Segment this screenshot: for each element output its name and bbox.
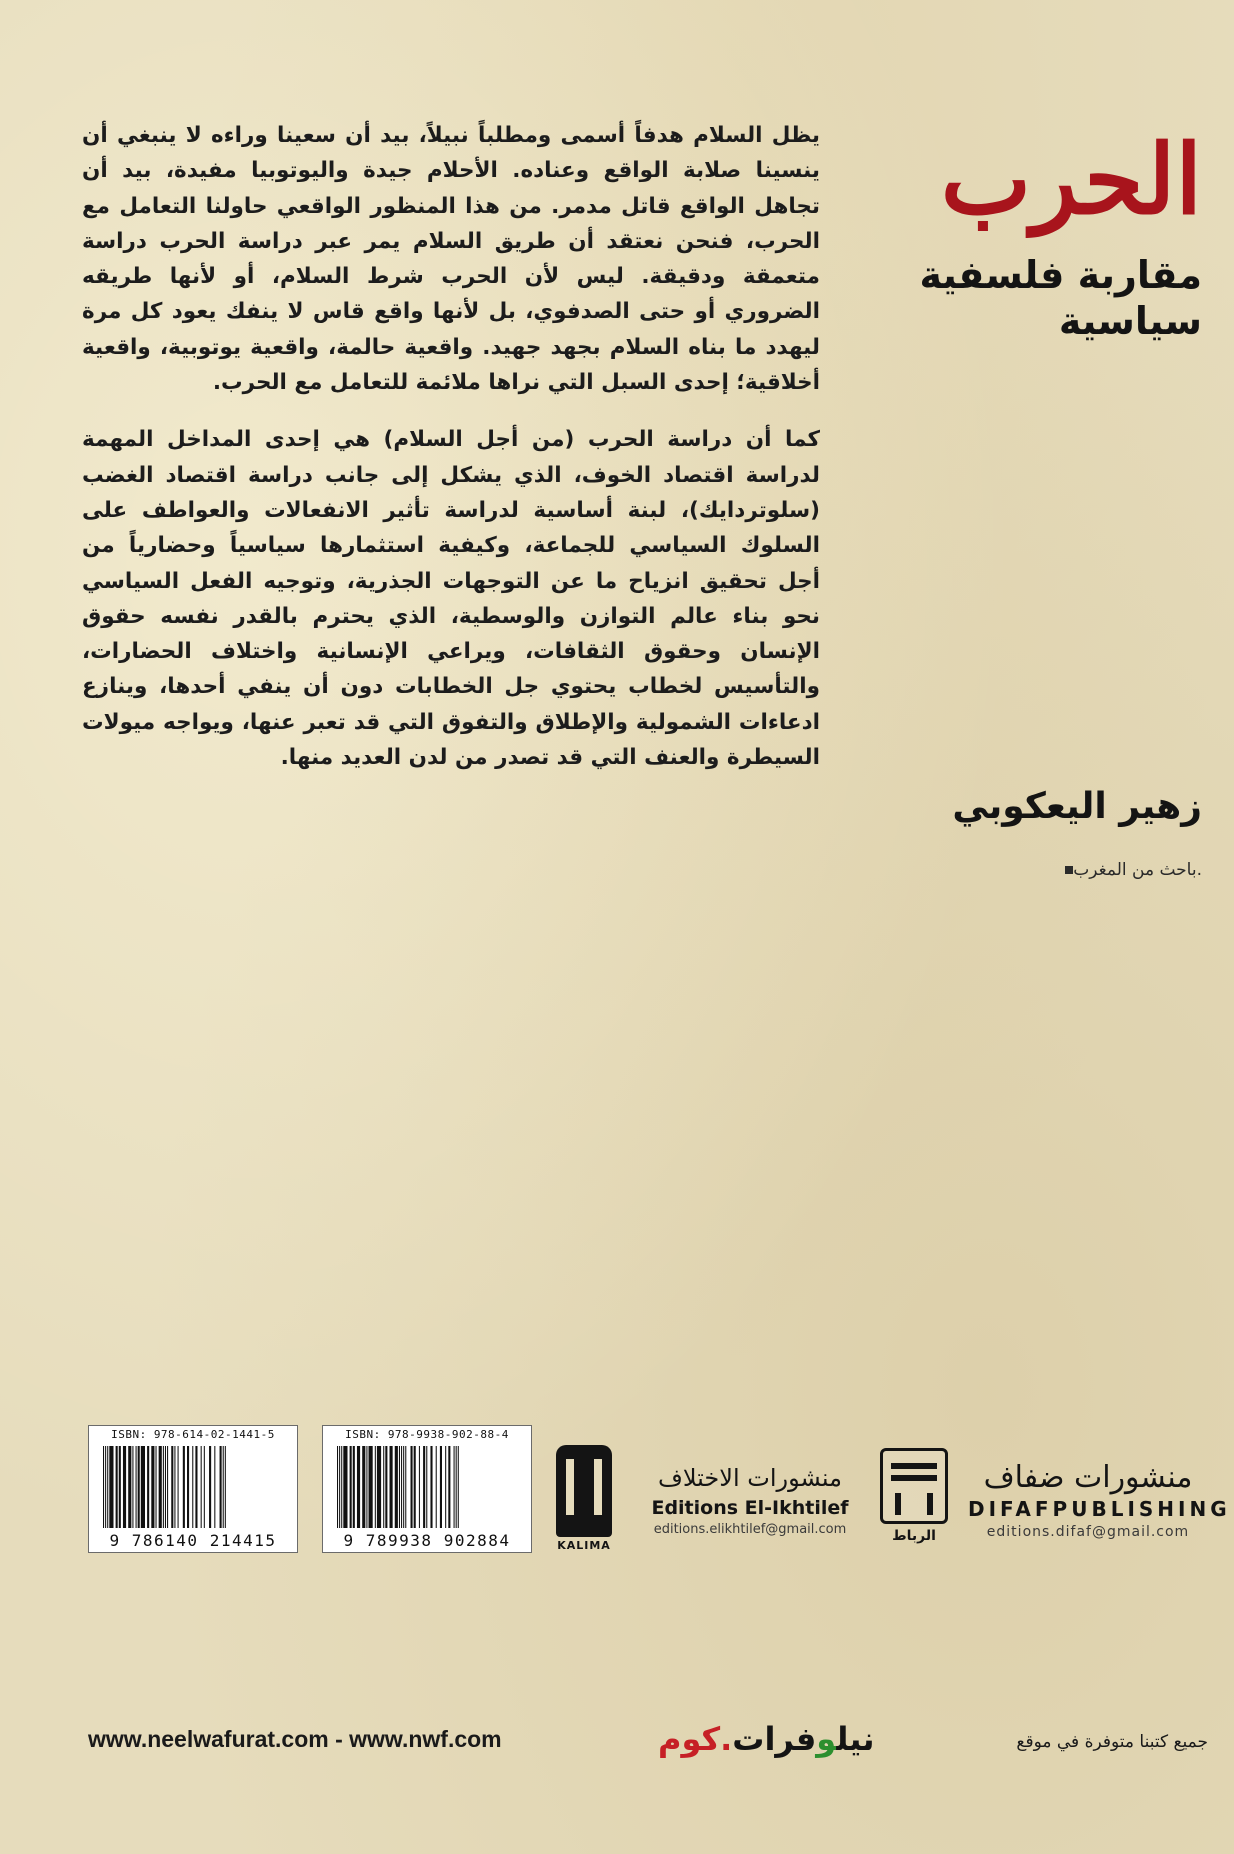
barcode-bar — [377, 1446, 381, 1528]
barcode-bar — [223, 1446, 224, 1528]
barcode-bar — [366, 1446, 367, 1528]
isbn-label: ISBN: 978-9938-902-88-4 — [345, 1428, 509, 1441]
barcode-bar — [201, 1446, 202, 1528]
ikhtilef-latin-name: Editions El-Ikhtilef — [651, 1497, 849, 1519]
barcode-bar — [445, 1446, 446, 1528]
kalima-logo — [548, 1445, 620, 1553]
barcode-bar — [419, 1446, 420, 1528]
barcode-bar — [116, 1446, 118, 1528]
logo-part-wa: و — [816, 1720, 837, 1758]
barcode-bar — [105, 1446, 106, 1528]
isbn-barcode — [322, 1425, 532, 1553]
barcode-bar — [375, 1446, 376, 1528]
kalima-latin: KALIMA — [557, 1539, 611, 1552]
neelwafurat-logo[interactable] — [658, 1720, 874, 1758]
barcode-bar — [448, 1446, 450, 1528]
dar-aman-mark-icon — [880, 1448, 948, 1524]
barcode-bar — [440, 1446, 442, 1528]
isbn-barcode — [88, 1425, 298, 1553]
logo-part-furat: فرات — [732, 1720, 817, 1758]
barcode-bar — [430, 1446, 432, 1528]
ikhtilef-email: editions.elikhtilef@gmail.com — [653, 1522, 847, 1537]
availability-note: جميع كتبنا متوفرة في موقع — [1016, 1732, 1208, 1752]
barcode-bar — [343, 1446, 347, 1528]
barcode-bar — [109, 1446, 113, 1528]
barcode-bar — [411, 1446, 413, 1528]
difaf-publisher — [968, 1460, 1231, 1542]
barcode-bar — [395, 1446, 398, 1528]
barcode-bar — [178, 1446, 179, 1528]
barcode-bar — [426, 1446, 427, 1528]
author-description — [842, 860, 1202, 880]
blurb-paragraph-1: يظل السلام هدفاً أسمى ومطلباً نبيلاً، بيد أن سعينا وراءه لا ينبغي أن ينسينا صلابة الواقع وعناده. الأحلام جيدة واليوتوبيا مفيدة، بيد أن تجاهل الواقع قاتل مدمر. من هذا المنظور الواقعي حاولنا التعامل مع الحرب، فنحن نعتقد أن طريق السلام يمر عبر دراسة الحرب دراسة متعمقة ودقيقة. ليس لأن الحرب شرط السلام، أو لأنها طريقه الضروري أو حتى الصدفوي، بل لأنها واقع قاس لا ينفك يعود كل مرة ليهدد ما بناه السلام بجهد جهيد. واقعية حالمة، واقعية يوتوبية، واقعية أخلاقية؛ إحدى السبل التي نراها ملائمة للتعامل مع الحرب. — [82, 123, 820, 396]
barcode-bar — [454, 1446, 455, 1528]
barcode-bar — [403, 1446, 404, 1528]
barcode-bar — [385, 1446, 387, 1528]
barcode-bar — [369, 1446, 373, 1528]
barcode-bar — [414, 1446, 416, 1528]
barcode-bar — [119, 1446, 121, 1528]
barcode-bar — [204, 1446, 205, 1528]
barcode-bar — [165, 1446, 166, 1528]
barcode-bar — [103, 1446, 104, 1528]
barcode-bar — [147, 1446, 149, 1528]
barcode-bar — [136, 1446, 137, 1528]
footer-bar — [88, 1722, 1208, 1762]
barcode-bars — [101, 1446, 287, 1528]
author-name: زهير اليعكوبي — [952, 786, 1202, 827]
barcode-bar — [174, 1446, 175, 1528]
ikhtilef-publisher — [640, 1462, 860, 1540]
barcode-bar — [357, 1446, 360, 1528]
barcode-bar — [383, 1446, 384, 1528]
barcode-bar — [353, 1446, 355, 1528]
ikhtilef-arabic-name: منشورات الاختلاف — [657, 1464, 843, 1492]
barcode-bar — [458, 1446, 459, 1528]
barcode-bar — [220, 1446, 222, 1528]
isbn-label: ISBN: 978-614-02-1441-5 — [111, 1428, 275, 1441]
dar-aman-city: الرباط — [892, 1528, 936, 1544]
website-links[interactable]: www.neelwafurat.com - www.nwf.com — [88, 1726, 502, 1752]
barcode-bar — [159, 1446, 162, 1528]
author-description-text: باحث من المغرب. — [1073, 860, 1202, 880]
barcode-bar — [107, 1446, 108, 1528]
logo-part-nile: نيل — [836, 1720, 875, 1758]
barcode-bar — [341, 1446, 342, 1528]
barcode-bar — [423, 1446, 425, 1528]
barcode-bar — [339, 1446, 340, 1528]
barcode-bar — [163, 1446, 164, 1528]
barcode-bar — [337, 1446, 338, 1528]
barcode-bar — [151, 1446, 154, 1528]
barcode-bar — [183, 1446, 185, 1528]
barcode-bar — [138, 1446, 140, 1528]
barcode-bar — [195, 1446, 197, 1528]
barcode-bar — [167, 1446, 168, 1528]
book-title: الحرب — [940, 123, 1202, 236]
difaf-email: editions.difaf@gmail.com — [986, 1524, 1190, 1540]
barcode-bar — [209, 1446, 211, 1528]
dar-aman-logo — [872, 1448, 956, 1558]
barcode-bar — [390, 1446, 393, 1528]
barcode-bar — [399, 1446, 400, 1528]
barcode-digits: 9 789938 902884 — [343, 1531, 511, 1550]
barcode-bar — [187, 1446, 189, 1528]
barcode-bar — [405, 1446, 406, 1528]
logo-part-com: .كوم — [658, 1720, 733, 1758]
kalima-mark-icon — [556, 1445, 612, 1537]
barcode-bar — [350, 1446, 352, 1528]
difaf-arabic-name: منشورات ضفاف — [983, 1460, 1193, 1495]
barcode-bar — [436, 1446, 437, 1528]
barcode-bar — [401, 1446, 402, 1528]
barcode-bar — [171, 1446, 173, 1528]
barcode-bar — [192, 1446, 193, 1528]
barcode-bar — [141, 1446, 145, 1528]
barcode-bar — [362, 1446, 365, 1528]
barcode-bar — [128, 1446, 131, 1528]
barcode-digits: 9 786140 214415 — [109, 1531, 277, 1550]
barcode-bar — [214, 1446, 215, 1528]
barcode-bars — [335, 1446, 521, 1528]
back-cover-blurb — [82, 118, 820, 797]
barcode-bar — [156, 1446, 157, 1528]
barcode-bar — [123, 1446, 126, 1528]
barcode-bar — [132, 1446, 133, 1528]
barcode-bar — [225, 1446, 226, 1528]
blurb-paragraph-2: كما أن دراسة الحرب (من أجل السلام) هي إحدى المداخل المهمة لدراسة اقتصاد الخوف، الذي يشكل إلى جانب دراسة اقتصاد الغضب (سلوتردايك)، لبنة أساسية لدراسة تأثير الانفعالات والعواطف على السلوك السياسي للجماعة، وكيفية استثمارها سياسياً وحضارياً من أجل تحقيق انزياح ما عن التوجهات الجذرية، وتوجيه الفعل السياسي نحو بناء عالم التوازن والوسطية، الذي يحترم بالقدر نفسه حقوق الإنسان وحقوق الثقافات، ويراعي الإنسانية واختلاف الحضارات، والتأسيس لخطاب يحتوي جل الخطابات دون أن ينفي أحدها، وينازع ادعاءات الشمولية والإطلاق والتفوق التي قد تعبر عنها، ويواجه ميولات السيطرة والعنف التي قد تصدر من لدن العديد منها. — [82, 427, 820, 771]
book-subtitle: مقاربة فلسفية سياسية — [919, 253, 1202, 343]
barcode-bar — [456, 1446, 457, 1528]
difaf-latin-name: DIFAFPUBLISHING — [968, 1497, 1231, 1521]
